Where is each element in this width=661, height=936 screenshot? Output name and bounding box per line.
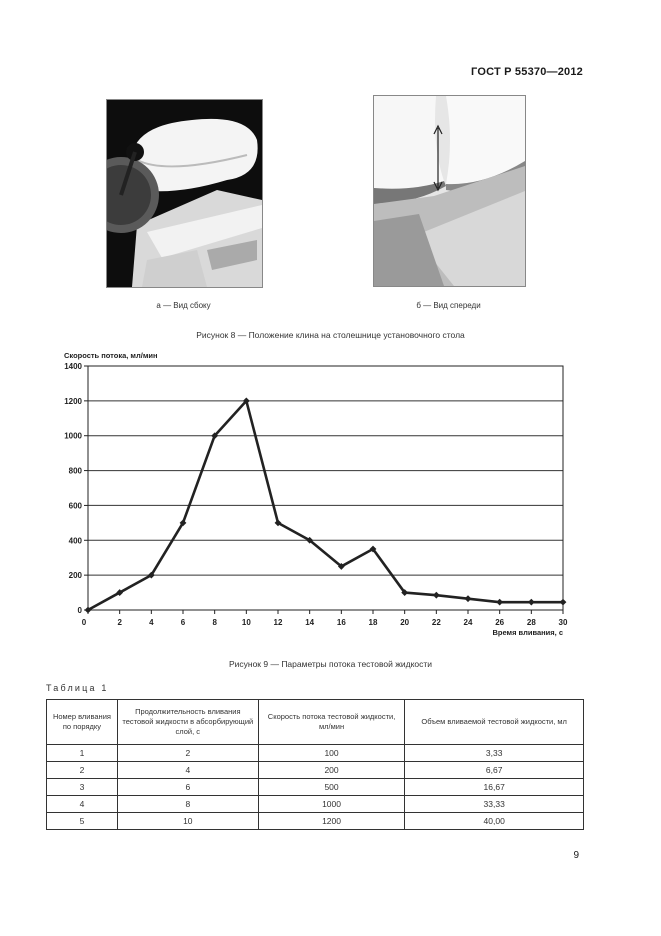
x-tick-label: 10 [241, 618, 251, 627]
y-axis-label: Скорость потока, мл/мин [64, 351, 158, 360]
x-tick-label: 2 [117, 618, 122, 627]
x-tick-label: 0 [81, 618, 87, 627]
table-cell: 33,33 [405, 796, 584, 813]
table-cell: 2 [117, 745, 258, 762]
table-row [47, 779, 584, 796]
y-tick-label: 200 [68, 571, 82, 581]
x-tick-label: 30 [558, 618, 568, 627]
table-cell: 2 [47, 762, 118, 779]
x-tick-label: 20 [400, 618, 410, 627]
table-row [47, 813, 584, 830]
figure-9-title: Рисунок 9 — Параметры потока тестовой жидкости [228, 659, 433, 669]
header-flow-rate: Скорость потока тестовой жидкости, мл/мин [258, 700, 405, 745]
page-number: 9 [573, 850, 579, 861]
x-tick-label: 24 [463, 618, 473, 627]
table-cell: 500 [258, 779, 405, 796]
table-cell: 6 [117, 779, 258, 796]
table-cell: 3 [47, 779, 118, 796]
x-tick-label: 26 [495, 618, 505, 627]
table-cell: 3,33 [405, 745, 584, 762]
y-tick-label: 0 [77, 606, 82, 615]
y-tick-label: 1400 [64, 362, 82, 371]
y-tick-label: 600 [68, 501, 82, 511]
table-label: Таблица 1 [46, 683, 109, 693]
x-tick-label: 6 [180, 618, 186, 627]
x-tick-label: 18 [368, 618, 378, 627]
standard-number: ГОСТ Р 55370—2012 [471, 66, 583, 78]
y-tick-label: 1200 [64, 396, 82, 406]
table-cell: 4 [47, 796, 118, 813]
table-cell: 5 [47, 813, 118, 830]
flow-table [46, 699, 584, 830]
x-tick-label: 4 [149, 618, 154, 627]
data-point [560, 599, 567, 606]
table-cell: 100 [258, 745, 405, 762]
table-cell: 10 [117, 813, 258, 830]
data-point [433, 592, 440, 599]
x-tick-label: 12 [273, 618, 283, 627]
table-header-row [47, 700, 584, 745]
x-tick-label: 28 [526, 618, 536, 627]
y-tick-label: 400 [68, 536, 82, 546]
caption-front-view: б — Вид спереди [416, 301, 481, 310]
x-tick-label: 8 [212, 618, 217, 627]
table-cell: 1 [47, 745, 118, 762]
caption-side-view: а — Вид сбоку [156, 301, 211, 310]
table-cell: 16,67 [405, 779, 584, 796]
table-cell: 1200 [258, 813, 405, 830]
table-cell: 6,67 [405, 762, 584, 779]
table-row [47, 796, 584, 813]
header-duration: Продолжительность вливания тестовой жидкости в абсорбирующий слой, с [117, 700, 258, 745]
table-cell: 200 [258, 762, 405, 779]
plot-area [88, 366, 563, 610]
header-number: Номер вливания по порядку [47, 700, 118, 745]
x-tick-label: 16 [336, 618, 346, 627]
y-tick-label: 1000 [64, 431, 82, 441]
data-point [496, 599, 503, 606]
table-cell: 4 [117, 762, 258, 779]
data-point [465, 595, 472, 602]
y-tick-label: 800 [68, 466, 82, 476]
data-point [528, 599, 535, 606]
x-axis-label: Время вливания, с [492, 628, 563, 637]
table-row [47, 762, 584, 779]
figure-8-title: Рисунок 8 — Положение клина на столешнице установочного стола [196, 330, 465, 340]
x-tick-label: 22 [431, 618, 441, 627]
table-row [47, 745, 584, 762]
header-volume: Объем вливаемой тестовой жидкости, мл [405, 700, 584, 745]
table-cell: 40,00 [405, 813, 584, 830]
table-cell: 8 [117, 796, 258, 813]
table-cell: 1000 [258, 796, 405, 813]
x-tick-label: 14 [305, 618, 315, 627]
